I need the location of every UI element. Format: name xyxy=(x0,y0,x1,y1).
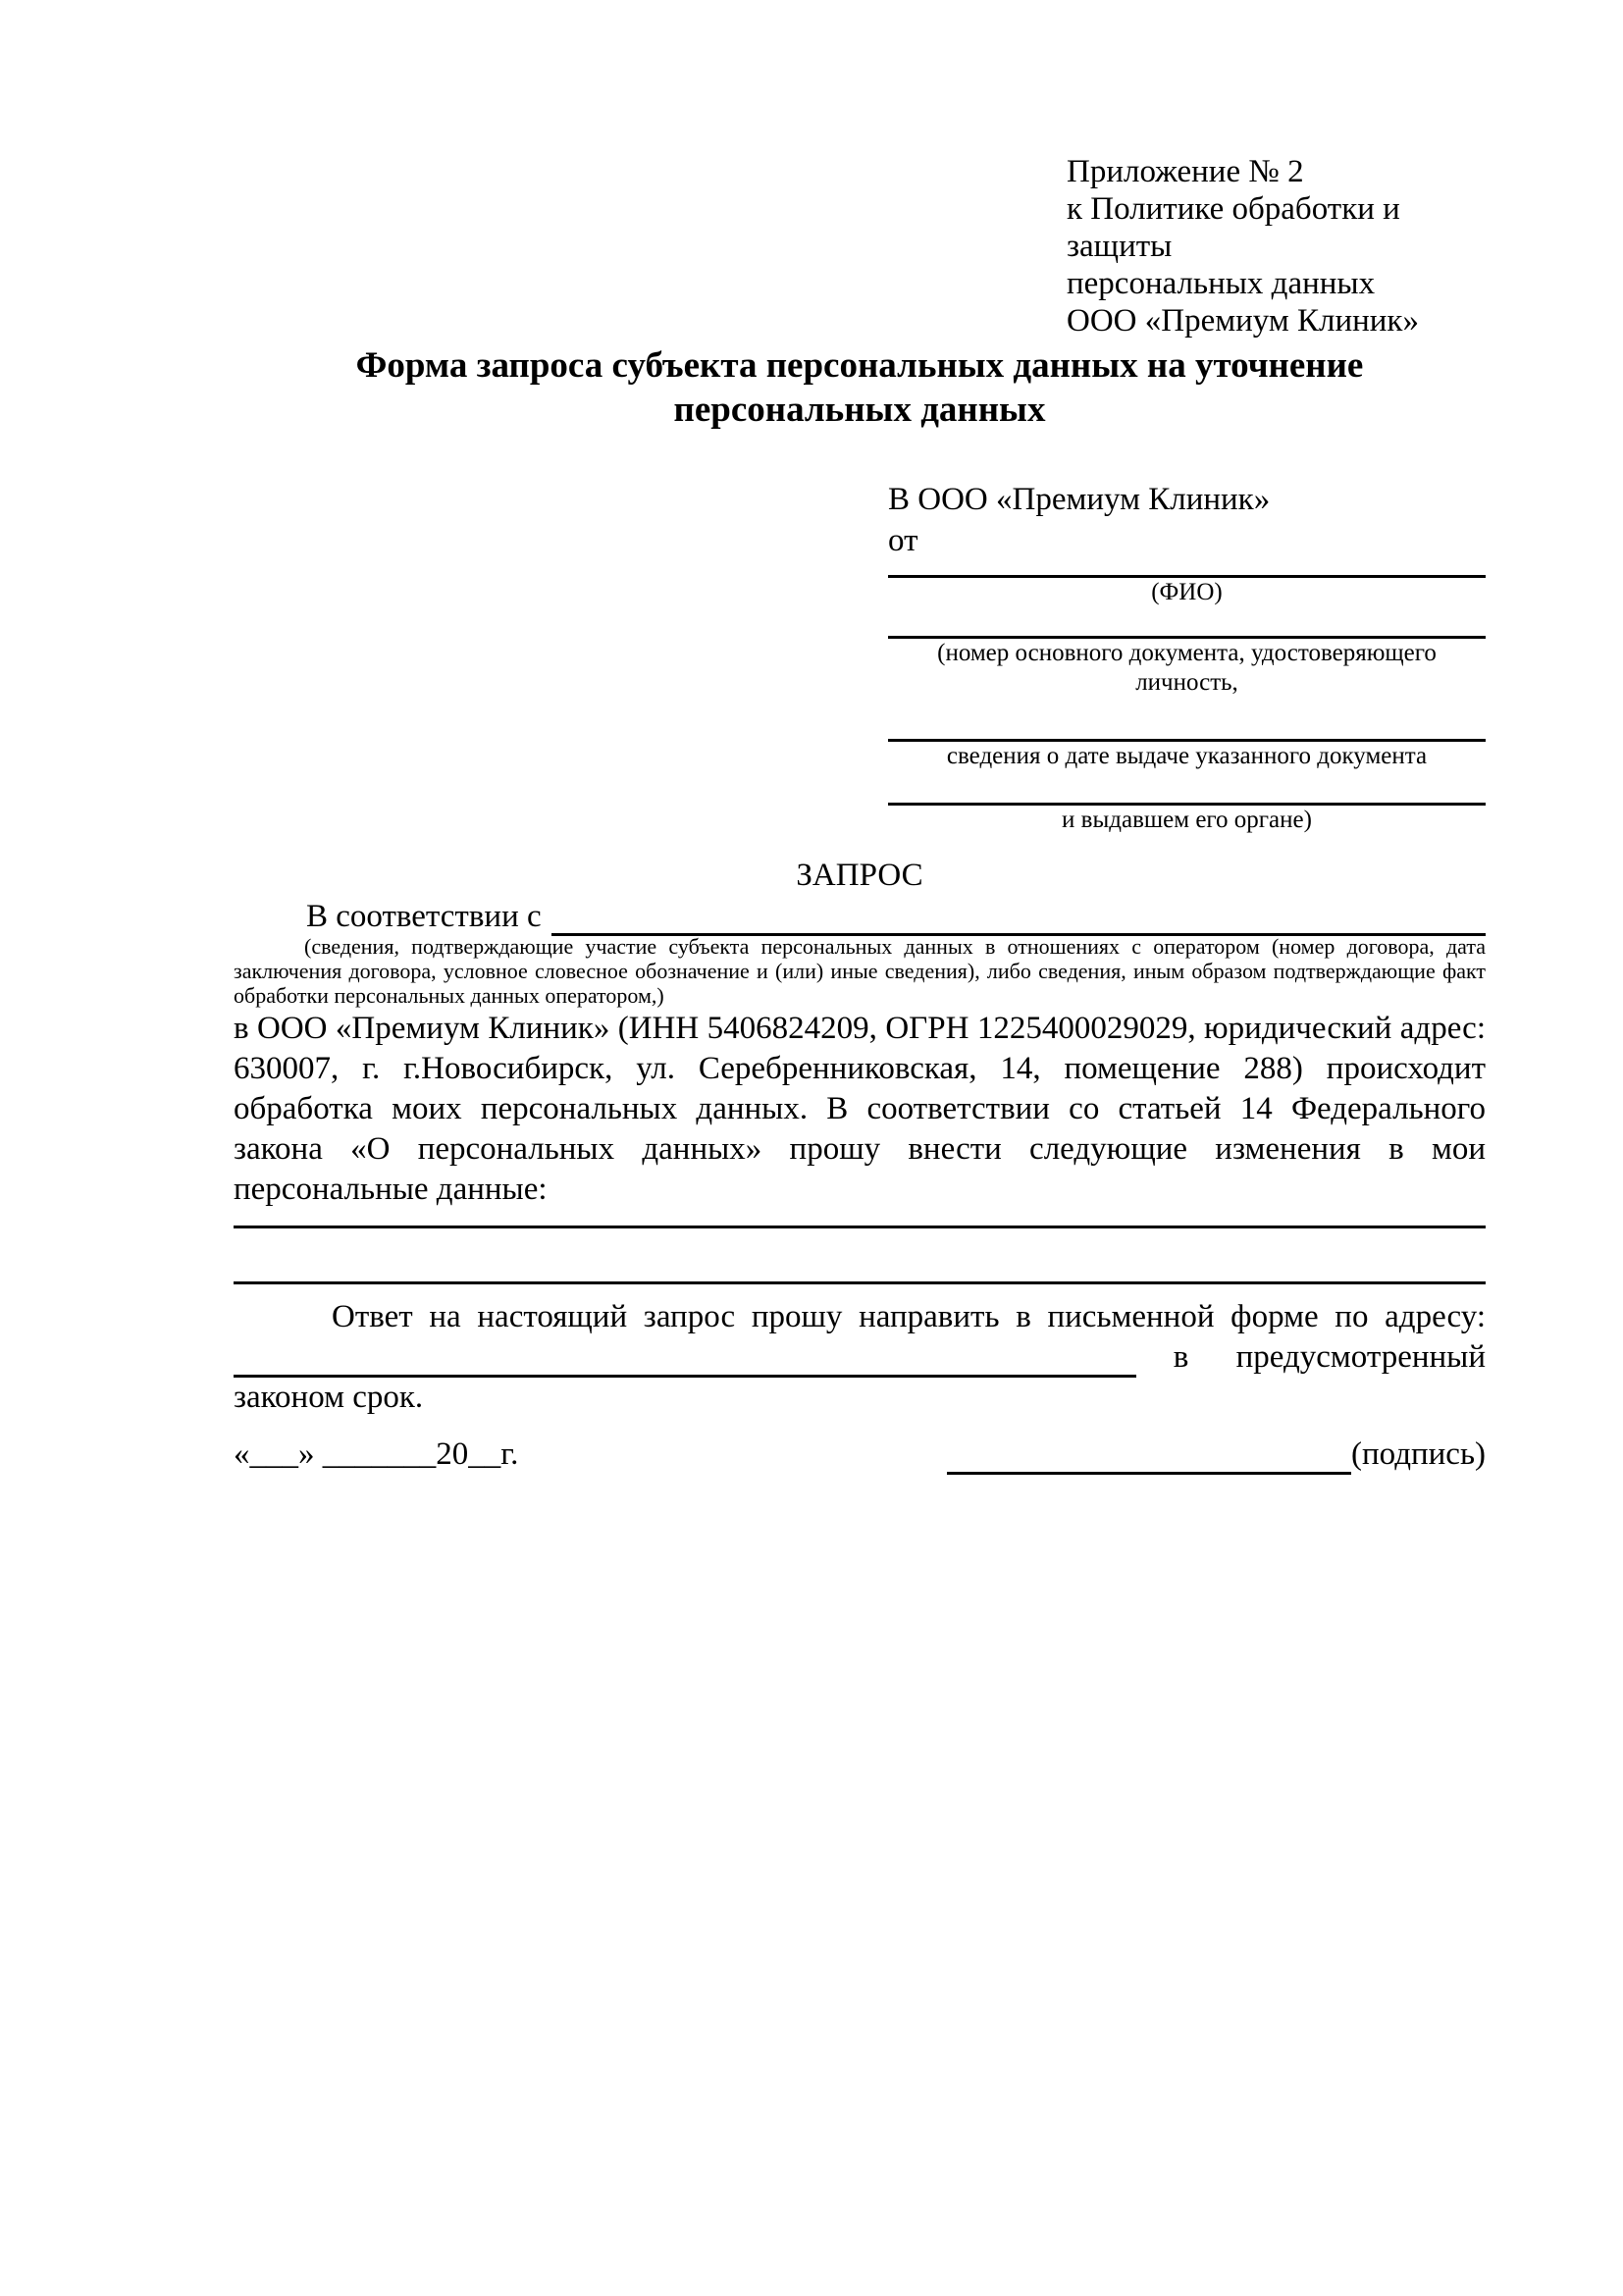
reply-line-3: законом срок. xyxy=(234,1380,424,1415)
changes-fill-line-2 xyxy=(234,1281,1486,1284)
accordance-prefix: В соответствии с xyxy=(306,899,542,934)
accordance-fill-line xyxy=(551,900,1486,936)
fio-caption: (ФИО) xyxy=(1151,579,1223,605)
page-title: Форма запроса субъекта персональных данных на уточнение персональных данных xyxy=(355,345,1364,430)
annex-header xyxy=(1067,153,1498,339)
request-heading: ЗАПРОС xyxy=(796,858,923,893)
address-fill-line xyxy=(234,1343,1136,1378)
reply-line-1: Ответ на настоящий запрос прошу направить в письменной форме по адресу: xyxy=(332,1299,1486,1334)
fine-print-note: (сведения, подтверждающие участие субъекта персональных данных в отношениях с оператором (номер договора, дата заключения договора, условное словесное обозначение и (или) иные сведения), либо сведения, иным образом подтверждающие факт обработки персональных данных оператором,) xyxy=(234,934,1486,1008)
addressee-to: В ООО «Премиум Клиник» xyxy=(888,482,1271,517)
addressee-from-label: от xyxy=(888,523,918,558)
issuing-authority-caption: и выдавшем его органе) xyxy=(1062,807,1312,833)
annex-header-line: ООО «Премиум Клиник» xyxy=(1067,303,1419,339)
annex-header-line: персональных данных xyxy=(1067,266,1376,301)
document-number-caption: (номер основного документа, удостоверяющего личность, xyxy=(937,640,1437,696)
signature-fill-line xyxy=(947,1440,1351,1475)
document-number-fill-line xyxy=(888,607,1486,639)
body-paragraph: в ООО «Премиум Клиник» (ИНН 5406824209, ОГРН 1225400029029, юридический адрес: 630007, г. г.Новосибирск, ул. Серебренниковская, 14, помещение 288) происходит обработка моих персональных данных. В соответствии со статьей 14 Федерального закона «О персональных данных» прошу внести следующие изменения в мои персональные данные: xyxy=(234,1011,1486,1207)
fio-fill-line xyxy=(888,561,1486,578)
page-title-wrap xyxy=(234,343,1486,432)
accordance-row xyxy=(234,897,1486,936)
footer-row xyxy=(234,1435,1486,1475)
issue-date-fill-line xyxy=(888,698,1486,742)
reply-line-2 xyxy=(234,1337,1486,1378)
changes-fill-line-1 xyxy=(234,1226,1486,1228)
issuing-authority-fill-line xyxy=(888,771,1486,806)
reply-tail-text: в предусмотренный xyxy=(1173,1339,1486,1375)
annex-header-line: к Политике обработки и защиты xyxy=(1067,191,1400,264)
signature-group xyxy=(947,1435,1486,1475)
addressee-block xyxy=(888,479,1486,835)
issue-date-caption: сведения о дате выдаче указанного документа xyxy=(946,743,1428,769)
signature-caption: (подпись) xyxy=(1351,1436,1486,1472)
reply-paragraph xyxy=(234,1297,1486,1418)
annex-header-line: Приложение № 2 xyxy=(1067,154,1304,189)
date-line: «___» _______20__г. xyxy=(234,1436,519,1472)
